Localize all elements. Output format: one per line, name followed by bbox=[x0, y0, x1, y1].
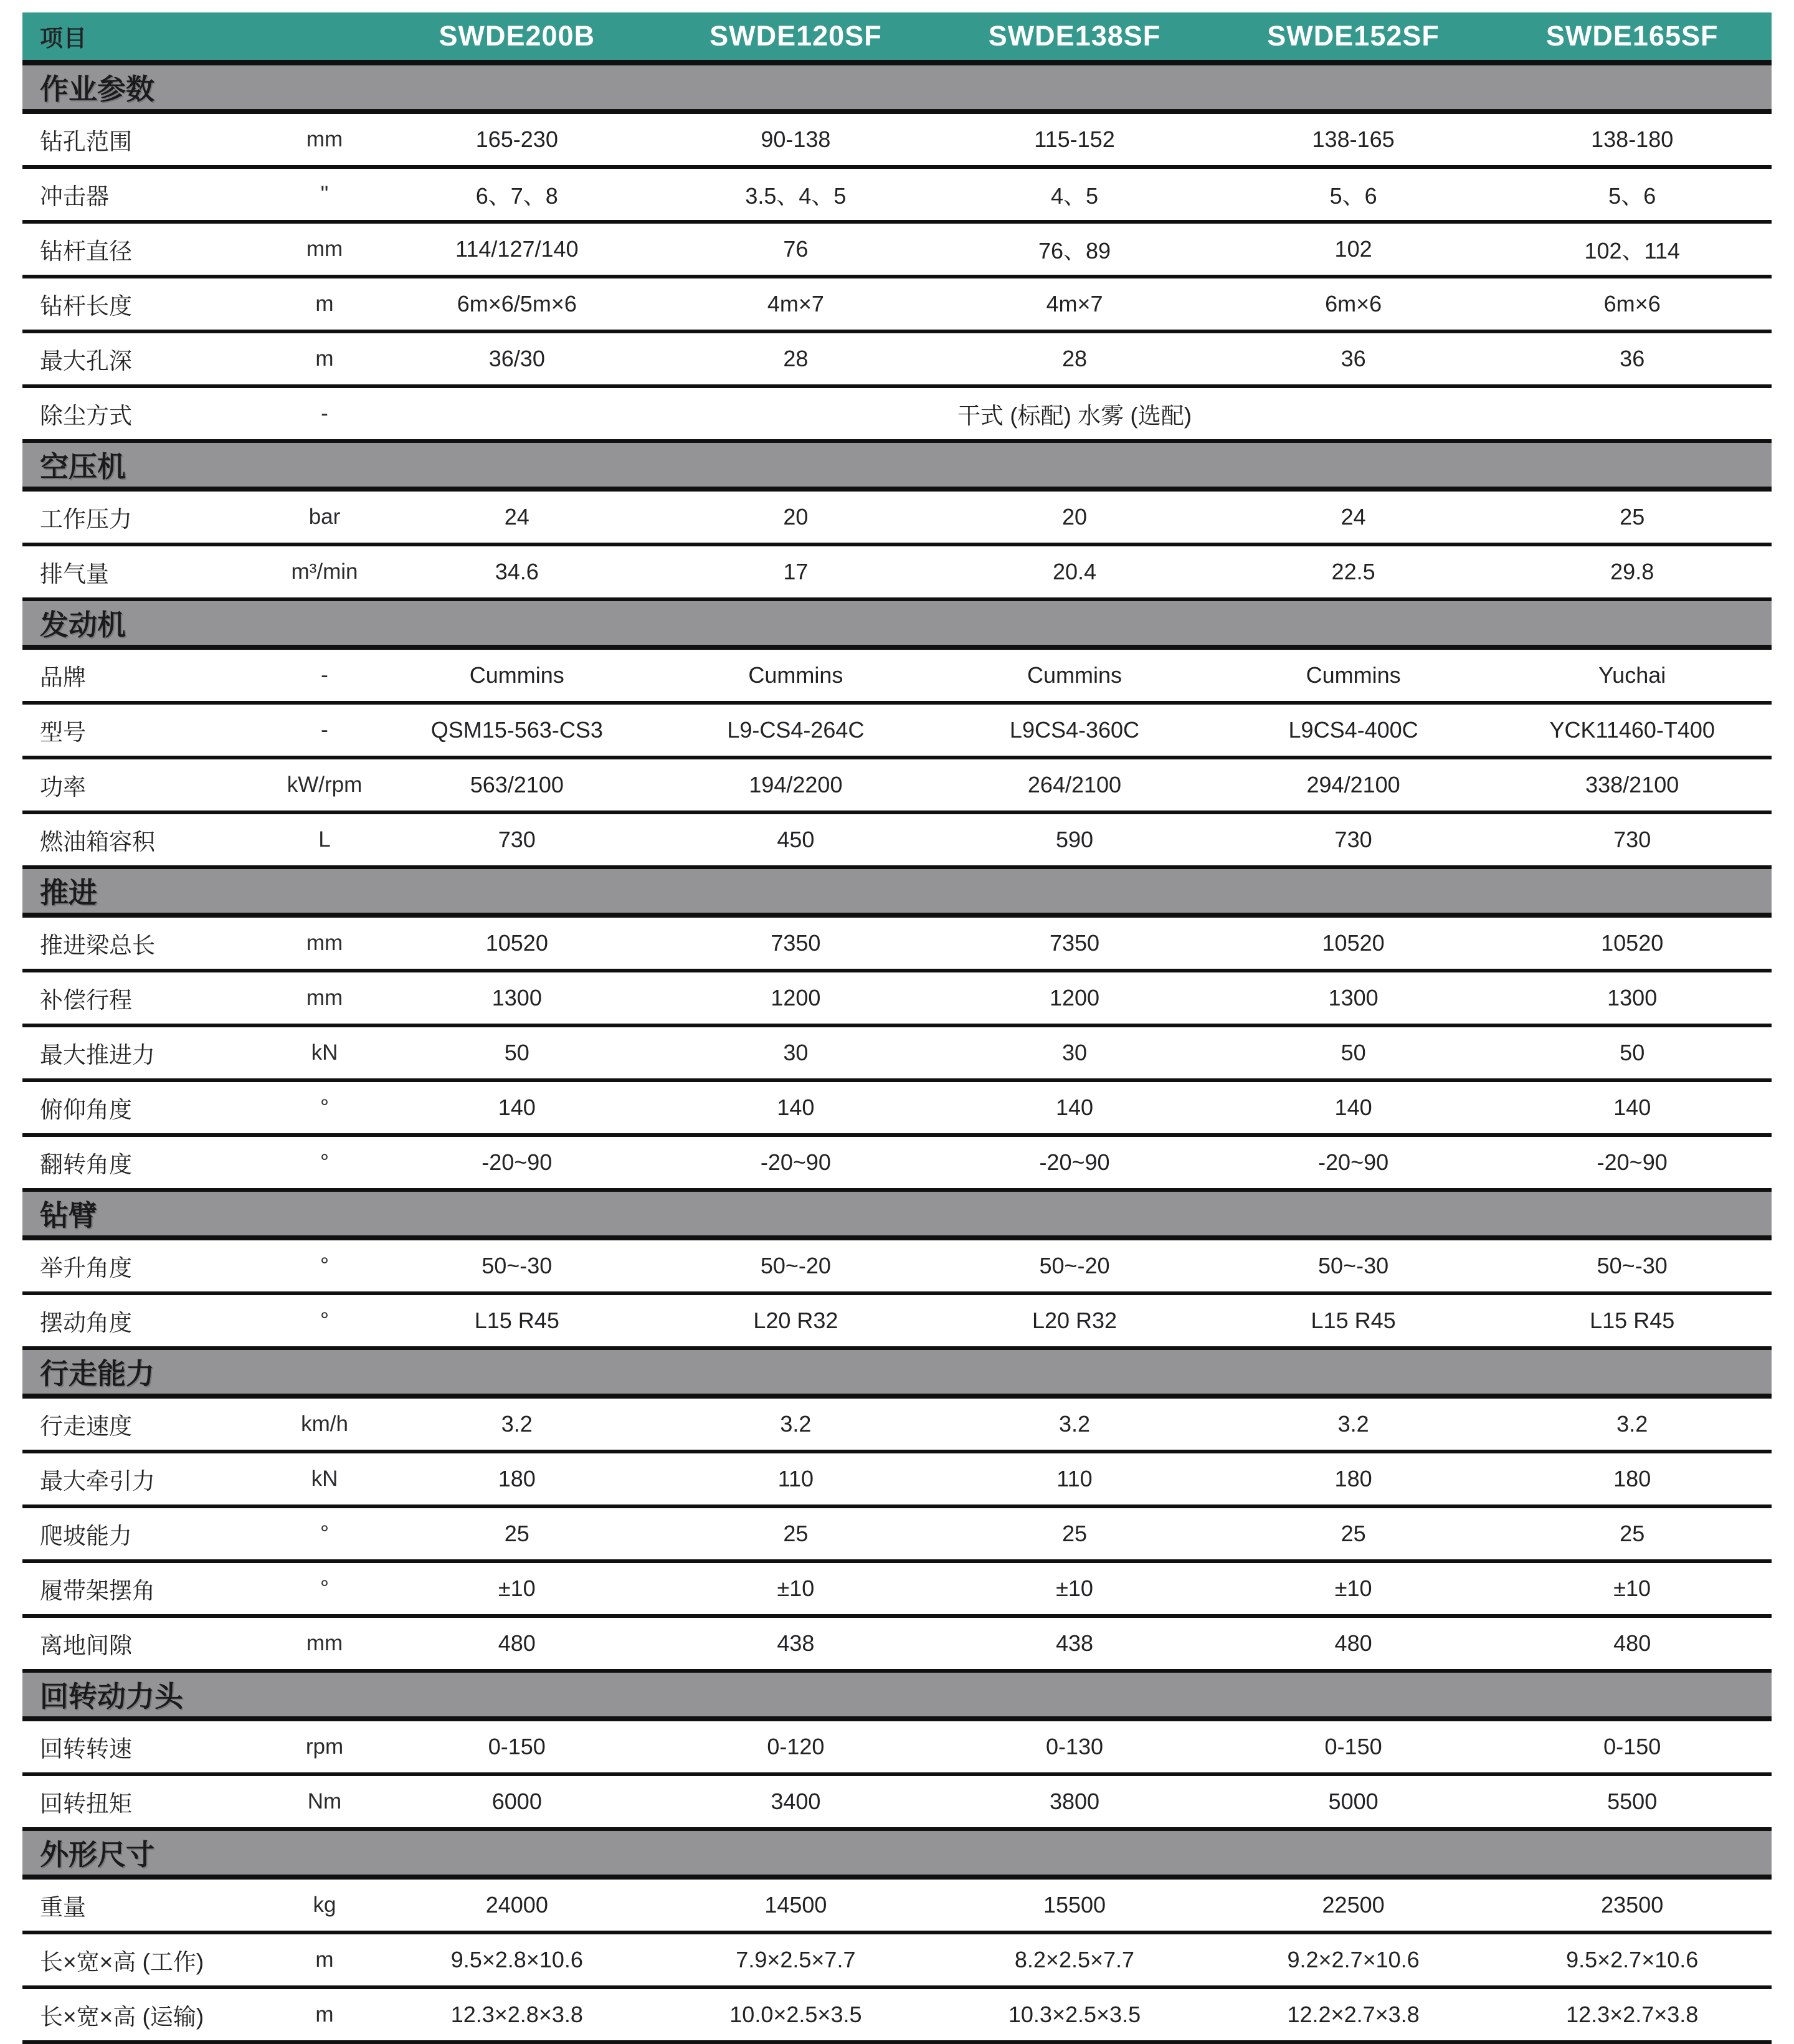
row-value: 36/30 bbox=[488, 346, 545, 371]
table-row bbox=[22, 1027, 1772, 1082]
row-value: 9.2×2.7×10.6 bbox=[1287, 1947, 1420, 1972]
row-value: 14500 bbox=[764, 1892, 827, 1918]
table-row bbox=[22, 1137, 1772, 1192]
row-value: 5000 bbox=[1328, 1789, 1379, 1814]
row-value: 6m×6 bbox=[1325, 291, 1382, 316]
table-row bbox=[22, 333, 1772, 388]
row-item-name: 功率 bbox=[40, 774, 86, 800]
row-item-name: 摆动角度 bbox=[40, 1310, 132, 1336]
row-value: L15 R45 bbox=[474, 1308, 559, 1333]
row-item-name: 除尘方式 bbox=[40, 403, 132, 429]
row-unit: m bbox=[315, 346, 334, 371]
table-row bbox=[22, 492, 1772, 546]
row-value: 25 bbox=[1620, 504, 1645, 530]
row-value: 24 bbox=[1341, 504, 1366, 530]
table-row bbox=[22, 972, 1772, 1027]
row-value: L9-CS4-264C bbox=[727, 717, 865, 743]
section-header bbox=[22, 1350, 1772, 1399]
row-item-name: 爬坡能力 bbox=[40, 1523, 132, 1549]
row-value: 17 bbox=[783, 559, 809, 584]
row-unit: ° bbox=[320, 1576, 329, 1600]
row-value: 10.3×2.5×3.5 bbox=[1008, 2002, 1141, 2027]
table-row bbox=[22, 1563, 1772, 1618]
table-row bbox=[22, 1295, 1772, 1350]
row-value: 294/2100 bbox=[1306, 772, 1400, 797]
row-item-name: 履带架摆角 bbox=[40, 1578, 155, 1604]
row-value: 3800 bbox=[1049, 1789, 1100, 1814]
row-value: 7.9×2.5×7.7 bbox=[736, 1947, 856, 1972]
row-unit: ° bbox=[320, 1521, 329, 1546]
section-title: 作业参数 bbox=[40, 73, 154, 105]
row-value: 115-152 bbox=[1034, 126, 1115, 152]
row-value: 25 bbox=[783, 1521, 809, 1546]
row-value: 180 bbox=[1613, 1466, 1651, 1491]
row-value: L15 R45 bbox=[1311, 1308, 1396, 1333]
table-row bbox=[22, 546, 1772, 601]
table-row bbox=[22, 759, 1772, 814]
row-value: 102 bbox=[1334, 236, 1372, 262]
row-item-name: 离地间隙 bbox=[40, 1633, 132, 1658]
row-value: 25 bbox=[504, 1521, 529, 1546]
row-value: 30 bbox=[1061, 1040, 1088, 1065]
row-value: 24 bbox=[504, 504, 529, 530]
row-item-name: 工作压力 bbox=[40, 506, 132, 532]
row-value: 23500 bbox=[1601, 1892, 1664, 1918]
row-value: 140 bbox=[777, 1095, 815, 1120]
model-header: SWDE138SF bbox=[988, 20, 1161, 52]
row-value: 0-130 bbox=[1045, 1734, 1104, 1759]
row-value: 90-138 bbox=[761, 126, 831, 152]
row-value: 50 bbox=[1341, 1040, 1366, 1065]
row-item-name: 翻转角度 bbox=[40, 1152, 132, 1177]
row-value: L9CS4-400C bbox=[1288, 717, 1418, 743]
row-unit: ° bbox=[320, 1308, 329, 1333]
row-value: -20~90 bbox=[482, 1149, 553, 1175]
row-value: 9.5×2.8×10.6 bbox=[450, 1947, 583, 1972]
row-value: 10520 bbox=[1601, 930, 1664, 956]
row-unit: Nm bbox=[307, 1789, 342, 1813]
row-item-name: 回转转速 bbox=[40, 1736, 132, 1762]
row-value: L20 R32 bbox=[1032, 1308, 1118, 1333]
section-title: 推进 bbox=[40, 877, 97, 909]
row-unit: kW/rpm bbox=[287, 772, 363, 797]
row-value: 25 bbox=[1341, 1521, 1366, 1546]
row-unit: ° bbox=[320, 1095, 329, 1119]
row-value: 76 bbox=[783, 236, 809, 262]
row-value: 50~-30 bbox=[482, 1253, 553, 1278]
row-value: 140 bbox=[1334, 1095, 1372, 1120]
row-value: 25 bbox=[1620, 1521, 1645, 1546]
row-value: 4m×7 bbox=[767, 291, 824, 316]
table-row bbox=[22, 1776, 1772, 1831]
row-value: 6m×6 bbox=[1603, 291, 1661, 316]
row-value: Cummins bbox=[748, 662, 843, 688]
row-unit: km/h bbox=[301, 1412, 348, 1436]
section-title: 发动机 bbox=[40, 609, 126, 641]
row-value: 20 bbox=[1061, 504, 1088, 530]
row-unit: m bbox=[315, 292, 334, 316]
section-title: 回转动力头 bbox=[40, 1680, 183, 1713]
row-value: ±10 bbox=[498, 1576, 536, 1601]
row-value: 10.0×2.5×3.5 bbox=[729, 2002, 862, 2027]
row-value: 20 bbox=[783, 504, 809, 530]
row-item-name: 排气量 bbox=[40, 561, 109, 587]
row-value: 0-150 bbox=[1324, 1734, 1382, 1759]
table-row bbox=[22, 814, 1772, 869]
model-header: SWDE152SF bbox=[1267, 20, 1440, 52]
row-value: L15 R45 bbox=[1590, 1308, 1675, 1333]
row-value: 12.2×2.7×3.8 bbox=[1287, 2002, 1420, 2027]
row-value: 0-150 bbox=[488, 1734, 546, 1759]
table-row bbox=[22, 1934, 1772, 1989]
row-value: 76、89 bbox=[1038, 237, 1111, 264]
row-value: 114/127/140 bbox=[455, 236, 579, 262]
row-item-name: 钻孔范围 bbox=[40, 129, 132, 154]
row-value: 36 bbox=[1341, 346, 1366, 371]
row-unit: bar bbox=[308, 505, 341, 529]
row-value: 4m×7 bbox=[1046, 291, 1103, 316]
row-value: 50~-20 bbox=[760, 1253, 831, 1278]
row-unit: kN bbox=[311, 1040, 338, 1065]
row-value: 450 bbox=[777, 827, 815, 852]
section-header bbox=[22, 601, 1772, 650]
row-value: 50~-20 bbox=[1039, 1253, 1110, 1278]
row-value: 563/2100 bbox=[470, 772, 564, 797]
table-row bbox=[22, 1989, 1772, 2044]
row-value: 10520 bbox=[1322, 930, 1385, 956]
row-unit: - bbox=[321, 718, 328, 742]
row-item-name: 重量 bbox=[40, 1894, 86, 1920]
section-header bbox=[22, 65, 1772, 114]
row-value: ±10 bbox=[1056, 1576, 1093, 1601]
row-value: 5、6 bbox=[1329, 183, 1377, 209]
row-value: 4、5 bbox=[1050, 183, 1099, 209]
row-unit: kg bbox=[313, 1893, 336, 1917]
row-value: 338/2100 bbox=[1585, 772, 1679, 797]
row-item-name: 燃油箱容积 bbox=[40, 829, 155, 855]
model-header: SWDE200B bbox=[439, 20, 596, 52]
row-value: -20~90 bbox=[760, 1149, 831, 1175]
row-value: 7350 bbox=[1049, 930, 1100, 956]
row-item-name: 举升角度 bbox=[40, 1255, 132, 1281]
row-value: 22500 bbox=[1322, 1892, 1385, 1918]
row-value: 0-150 bbox=[1603, 1734, 1661, 1759]
row-value: 140 bbox=[498, 1095, 536, 1120]
section-header bbox=[22, 1192, 1772, 1240]
section-header bbox=[22, 443, 1772, 492]
row-value: ±10 bbox=[1613, 1576, 1651, 1601]
row-value: 110 bbox=[1056, 1466, 1093, 1491]
table-row bbox=[22, 1453, 1772, 1508]
row-value: 1300 bbox=[1607, 985, 1658, 1010]
row-value: Cummins bbox=[1306, 662, 1401, 688]
row-value: 1300 bbox=[1328, 985, 1379, 1010]
row-value: 140 bbox=[1613, 1095, 1651, 1120]
row-value: 438 bbox=[1055, 1630, 1094, 1656]
row-item-name: 型号 bbox=[40, 720, 86, 745]
section-title: 空压机 bbox=[40, 450, 126, 483]
table-row bbox=[22, 278, 1772, 333]
row-item-name: 行走速度 bbox=[40, 1414, 132, 1439]
row-value: -20~90 bbox=[1039, 1149, 1110, 1175]
row-value: 5500 bbox=[1607, 1789, 1658, 1814]
table-row bbox=[22, 1399, 1772, 1453]
row-unit: ° bbox=[320, 1253, 329, 1278]
section-header bbox=[22, 869, 1772, 918]
row-value: 140 bbox=[1055, 1095, 1094, 1120]
row-merged-value: 干式 (标配) 水雾 (选配) bbox=[957, 403, 1192, 429]
table-header-row bbox=[22, 12, 1772, 65]
table-row bbox=[22, 224, 1772, 278]
row-item-name: 钻杆直径 bbox=[40, 239, 132, 264]
table-row bbox=[22, 650, 1772, 705]
row-value: 7350 bbox=[771, 930, 821, 956]
row-value: 25 bbox=[1061, 1521, 1088, 1546]
row-item-name: 最大牵引力 bbox=[40, 1468, 155, 1494]
table-row bbox=[22, 1082, 1772, 1137]
row-value: 194/2200 bbox=[749, 772, 843, 797]
row-value: 3.2 bbox=[1337, 1411, 1369, 1437]
row-value: 438 bbox=[777, 1630, 815, 1656]
row-value: -20~90 bbox=[1597, 1149, 1668, 1175]
table-row bbox=[22, 1240, 1772, 1295]
row-value: ±10 bbox=[1334, 1576, 1372, 1601]
row-item-name: 长×宽×高 (运输) bbox=[40, 2004, 204, 2030]
row-value: 50 bbox=[1620, 1040, 1645, 1065]
table-row bbox=[22, 114, 1772, 169]
row-value: 1200 bbox=[1049, 985, 1100, 1010]
row-unit: - bbox=[321, 401, 328, 425]
row-value: 480 bbox=[498, 1630, 536, 1656]
row-item-name: 最大推进力 bbox=[40, 1042, 155, 1068]
table-row bbox=[22, 705, 1772, 759]
row-value: 6、7、8 bbox=[475, 183, 558, 209]
table-row bbox=[22, 1508, 1772, 1563]
row-value: 3400 bbox=[771, 1789, 821, 1814]
row-value: 180 bbox=[1334, 1466, 1372, 1491]
row-value: 36 bbox=[1620, 346, 1645, 371]
row-value: 28 bbox=[783, 346, 809, 371]
row-value: 730 bbox=[1613, 827, 1651, 852]
row-unit: m³/min bbox=[291, 559, 358, 584]
row-value: 50~-30 bbox=[1318, 1253, 1389, 1278]
row-unit: mm bbox=[306, 986, 343, 1010]
row-value: Cummins bbox=[469, 662, 564, 688]
row-value: 730 bbox=[498, 827, 536, 852]
row-value: 6m×6/5m×6 bbox=[457, 291, 577, 316]
row-value: 24000 bbox=[485, 1892, 548, 1918]
model-header: SWDE165SF bbox=[1545, 20, 1719, 52]
row-value: 12.3×2.8×3.8 bbox=[450, 2002, 583, 2027]
row-unit: mm bbox=[306, 127, 343, 151]
row-unit: " bbox=[320, 182, 329, 206]
row-value: 8.2×2.5×7.7 bbox=[1014, 1947, 1135, 1972]
row-value: 50~-30 bbox=[1597, 1253, 1668, 1278]
row-unit: m bbox=[315, 1947, 334, 1972]
table-row bbox=[22, 1880, 1772, 1934]
row-value: 480 bbox=[1334, 1630, 1372, 1656]
row-unit: L bbox=[318, 827, 331, 852]
row-unit: mm bbox=[306, 1631, 343, 1655]
row-value: 102、114 bbox=[1584, 237, 1680, 264]
row-value: 110 bbox=[777, 1466, 814, 1491]
table-row bbox=[22, 1618, 1772, 1673]
row-unit: m bbox=[315, 2002, 334, 2027]
row-item-name: 推进梁总长 bbox=[40, 933, 155, 958]
row-value: L9CS4-360C bbox=[1009, 717, 1140, 743]
row-unit: rpm bbox=[305, 1734, 344, 1759]
row-value: 180 bbox=[498, 1466, 536, 1491]
row-value: Yuchai bbox=[1598, 662, 1666, 688]
row-value: 50 bbox=[504, 1040, 529, 1065]
row-item-name: 回转扭矩 bbox=[40, 1791, 132, 1817]
row-item-name: 俯仰角度 bbox=[40, 1097, 132, 1123]
table-row bbox=[22, 388, 1772, 443]
row-unit: - bbox=[321, 663, 328, 687]
table-body bbox=[22, 65, 1772, 2044]
row-value: 3.2 bbox=[501, 1411, 533, 1437]
section-header bbox=[22, 1831, 1772, 1880]
section-title: 行走能力 bbox=[40, 1357, 154, 1390]
row-item-name: 钻杆长度 bbox=[40, 293, 132, 319]
row-item-name: 最大孔深 bbox=[40, 348, 132, 374]
row-value: 480 bbox=[1613, 1630, 1651, 1656]
row-value: 34.6 bbox=[495, 559, 539, 584]
row-item-name: 长×宽×高 (工作) bbox=[40, 1949, 204, 1975]
header-item-label: 项目 bbox=[40, 26, 87, 51]
row-value: 3.2 bbox=[1616, 1411, 1648, 1437]
row-unit: mm bbox=[306, 237, 343, 261]
row-unit: kN bbox=[311, 1466, 338, 1491]
row-value: 28 bbox=[1061, 346, 1088, 371]
row-value: 12.3×2.7×3.8 bbox=[1566, 2002, 1699, 2027]
section-title: 外形尺寸 bbox=[40, 1838, 154, 1871]
table-row bbox=[22, 1721, 1772, 1776]
row-value: 1200 bbox=[771, 985, 821, 1010]
row-item-name: 补偿行程 bbox=[40, 987, 132, 1013]
row-value: 264/2100 bbox=[1027, 772, 1122, 797]
row-value: 22.5 bbox=[1331, 559, 1375, 584]
row-value: 165-230 bbox=[475, 126, 558, 152]
row-item-name: 品牌 bbox=[40, 665, 86, 690]
row-value: 3.5、4、5 bbox=[745, 183, 847, 209]
row-value: 138-180 bbox=[1591, 126, 1674, 152]
row-value: ±10 bbox=[777, 1576, 815, 1601]
row-value: L20 R32 bbox=[753, 1308, 838, 1333]
row-value: 3.2 bbox=[780, 1411, 812, 1437]
section-title: 钻臂 bbox=[40, 1199, 97, 1232]
section-header bbox=[22, 1673, 1772, 1721]
table-row bbox=[22, 169, 1772, 224]
model-header: SWDE120SF bbox=[710, 20, 882, 52]
row-value: 6000 bbox=[491, 1789, 542, 1814]
row-value: 0-120 bbox=[767, 1734, 825, 1759]
row-value: 29.8 bbox=[1610, 559, 1654, 584]
row-value: 590 bbox=[1055, 827, 1094, 852]
row-value: 1300 bbox=[491, 985, 542, 1010]
row-value: 10520 bbox=[485, 930, 548, 956]
row-value: YCK11460-T400 bbox=[1549, 717, 1715, 743]
row-value: 730 bbox=[1334, 827, 1372, 852]
row-value: 5、6 bbox=[1608, 183, 1656, 209]
row-unit: mm bbox=[306, 931, 343, 955]
row-value: 20.4 bbox=[1052, 559, 1097, 584]
spec-table bbox=[22, 12, 1772, 2044]
row-value: 30 bbox=[783, 1040, 809, 1065]
row-value: 9.5×2.7×10.6 bbox=[1566, 1947, 1699, 1972]
row-value: Cummins bbox=[1027, 662, 1122, 688]
row-value: 138-165 bbox=[1312, 126, 1395, 152]
row-item-name: 冲击器 bbox=[40, 184, 109, 209]
row-value: 15500 bbox=[1043, 1892, 1106, 1918]
row-value: 3.2 bbox=[1058, 1411, 1091, 1437]
table-row bbox=[22, 918, 1772, 972]
row-value: -20~90 bbox=[1318, 1149, 1389, 1175]
row-value: QSM15-563-CS3 bbox=[430, 717, 603, 743]
row-unit: ° bbox=[320, 1150, 329, 1174]
